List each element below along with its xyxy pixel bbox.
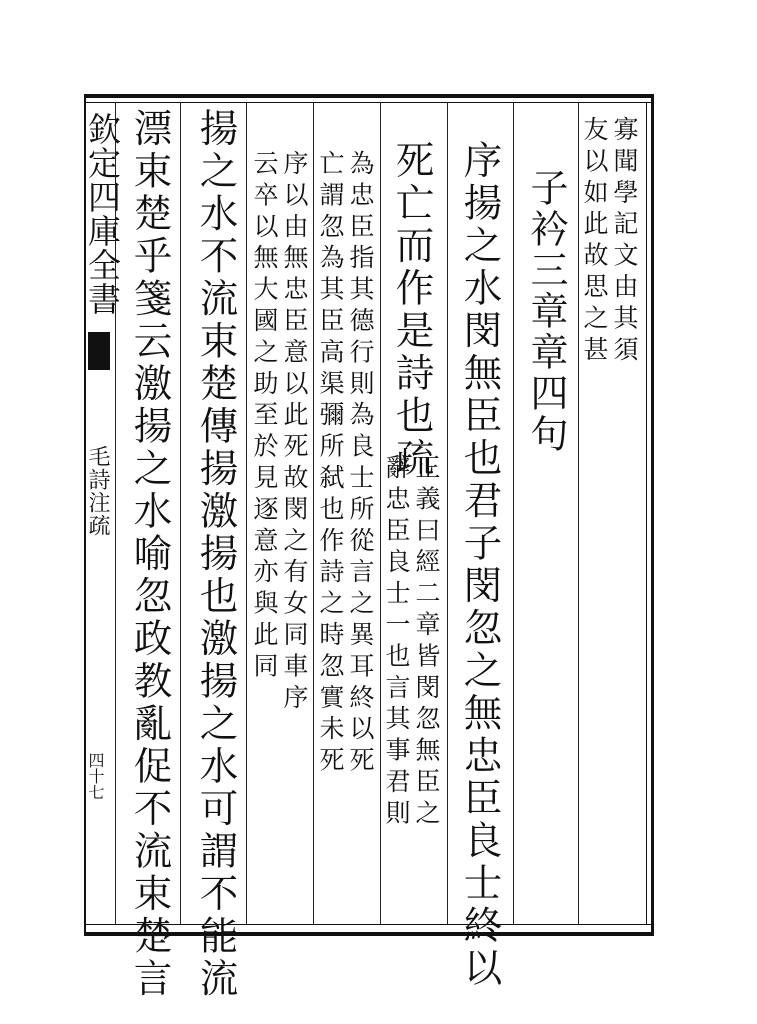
book-title: 毛詩注疏 [85,445,110,537]
page-number: 四十七 [86,752,105,800]
column-rule [447,102,448,924]
column-rule [380,102,381,924]
column-rule [115,102,116,924]
text-column-2: 友以如此故思之甚 [580,116,609,368]
column-rule [513,102,514,924]
text-column-4: 序揚之水閔無臣也君子閔忽之無忠臣良士終以 [457,140,503,990]
commentary-column-10: 序以由無忠臣意以此死故閔之有女同車序 [280,150,309,716]
commentary-column-11: 云卒以無大國之助至於見逐意亦與此同 [250,150,279,684]
column-rule [180,102,181,924]
frame-inner-top-line [84,102,651,103]
column-rule [313,102,314,924]
commentary-column-6: 正義曰經二章皆閔忽無臣之 [412,454,441,831]
commentary-column-9: 亡謂忽為其臣高渠彌所弑也作詩之時忽實未死 [316,150,345,778]
text-column-13: 漂束楚乎箋云激揚之水喻忽政教亂促不流束楚言 [127,108,173,1001]
chapter-heading: 子衿三章章四句 [524,168,568,455]
text-column-5: 死亡而作是詩也疏 [389,140,435,480]
fishtail-mark [88,332,110,370]
column-rule [246,102,247,924]
text-column-1: 寡聞學記文由其須 [610,116,639,368]
commentary-column-7: 辭忠臣良士一也言其事君則 [382,454,411,831]
text-column-12: 揚之水不流束楚傳揚激揚也激揚之水可謂不能流 [193,108,239,1001]
frame-inner-right-line [646,102,647,924]
collection-title: 欽定四庫全書 [83,112,122,316]
commentary-column-8: 為忠臣指其德行則為良士所從言之異耳終以死 [346,150,375,778]
column-rule [578,102,579,924]
